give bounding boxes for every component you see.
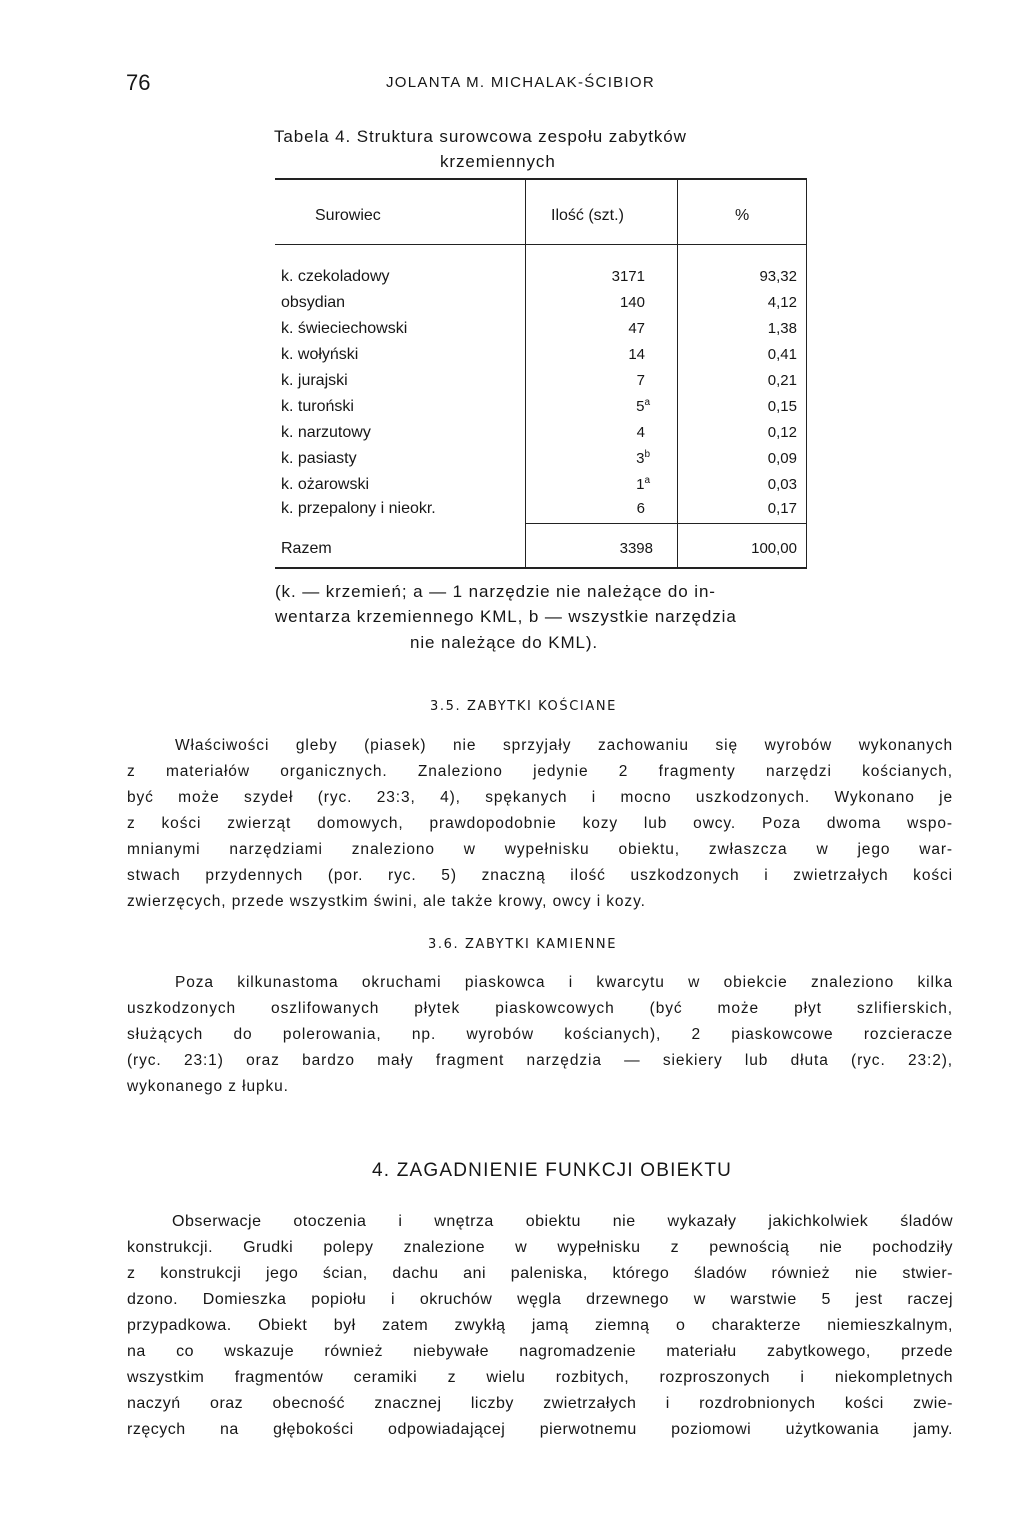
paragraph-line: dzono. Domieszka popiołu i okruchów węgla drzewnego w warstwie 5 jest raczej xyxy=(127,1291,953,1308)
table-total-row xyxy=(275,540,807,564)
row-name: k. jurajski xyxy=(281,372,348,389)
header-ilosc: Ilość (szt.) xyxy=(551,207,624,224)
raw-material-table xyxy=(275,178,807,568)
row-name: obsydian xyxy=(281,294,346,311)
row-count: 7 xyxy=(636,372,645,389)
paragraph-line: z konstrukcji jego ścian, dachu ani paleniska, którego śladów również nie stwier- xyxy=(127,1265,953,1282)
row-name: k. narzutowy xyxy=(281,424,371,441)
paragraph-line: służących do polerowania, np. wyrobów kościanych), 2 piaskowcowe rozcieracze xyxy=(127,1026,953,1043)
row-percent: 4,12 xyxy=(767,294,797,311)
row-count: 1$^a$ xyxy=(636,475,650,493)
paragraph-line: wszystkim fragmentów ceramiki z wielu rozbitych, rozproszonych i niekompletnych xyxy=(127,1369,953,1386)
paragraph-line: uszkodzonych oszlifowanych płytek piaskowcowych (być może płyt szlifierskich, xyxy=(127,1000,953,1017)
row-percent: 93,32 xyxy=(759,268,797,285)
paragraph-line: konstrukcji. Grudki polepy znalezione w wypełnisku z pewnością nie pochodziły xyxy=(127,1239,953,1256)
table-row xyxy=(275,424,807,448)
page-number: 76 xyxy=(126,70,151,95)
table-row xyxy=(275,372,807,396)
row-percent: 0,15 xyxy=(767,398,797,415)
table-row xyxy=(275,268,807,292)
table-note-line-3: nie należące do KML). xyxy=(410,633,599,652)
table-row xyxy=(275,294,807,318)
row-name: k. ożarowski xyxy=(281,476,370,493)
paragraph-line: przypadkowa. Obiekt był zatem zwykłą jamą ziemną o charakterze niemieszkalnym, xyxy=(127,1317,953,1334)
paragraph-line: z kości zwierząt domowych, prawdopodobnie kozy lub owcy. Poza dwoma wspo- xyxy=(127,815,953,832)
total-percent: 100,00 xyxy=(751,540,797,557)
table-header-rule xyxy=(275,244,807,245)
paragraph-line: naczyń oraz obecność znacznej liczby zwietrzałych i rozdrobnionych kości zwie- xyxy=(127,1395,953,1412)
header-percent: % xyxy=(735,207,750,224)
row-name: k. wołyński xyxy=(281,346,359,363)
total-count: 3398 xyxy=(619,540,653,557)
paragraph-line: Obserwacje otoczenia i wnętrza obiektu nie wykazały jakichkolwiek śladów xyxy=(172,1213,953,1230)
running-title: JOLANTA M. MICHALAK-ŚCIBIOR xyxy=(386,74,656,91)
table-bottom-rule xyxy=(275,567,807,569)
section-heading-3-5: 3.5. ZABYTKI KOŚCIANE xyxy=(430,699,617,714)
table-caption-line-1: Tabela 4. Struktura surowcowa zespołu zabytków xyxy=(274,127,687,146)
paragraph-line: Właściwości gleby (piasek) nie sprzyjały zachowaniu się wyrobów wykonanych xyxy=(175,737,953,754)
table-row xyxy=(275,450,807,474)
section-heading-3-6: 3.6. ZABYTKI KAMIENNE xyxy=(428,937,618,952)
table-row xyxy=(275,500,807,524)
paragraph-line: być może szydeł (ryc. 23:3, 4), spękanych i mocno uszkodzonych. Wykonano je xyxy=(127,789,953,806)
row-count: 14 xyxy=(628,346,645,363)
paragraph-line: wykonanego z łupku. xyxy=(127,1078,289,1095)
row-count: 3$^b$ xyxy=(636,449,650,467)
paragraph-line: zwierzęcych, przede wszystkim świni, ale także krowy, owcy i kozy. xyxy=(127,893,646,910)
table-note-line-1: (k. — krzemień; a — 1 narzędzie nie należące do in- xyxy=(275,582,716,601)
table-row xyxy=(275,398,807,422)
row-percent: 0,41 xyxy=(767,346,797,363)
row-name: k. świeciechowski xyxy=(281,320,408,337)
table-row xyxy=(275,320,807,344)
row-count: 140 xyxy=(619,294,645,311)
row-name: k. czekoladowy xyxy=(281,268,390,285)
table-top-rule xyxy=(275,178,807,180)
paragraph-line: z materiałów organicznych. Znaleziono jedynie 2 fragmenty narzędzi kościanych, xyxy=(127,763,953,780)
row-count: 6 xyxy=(636,500,645,517)
header-surowiec: Surowiec xyxy=(315,207,381,224)
table-row xyxy=(275,476,807,500)
row-percent: 0,12 xyxy=(767,424,797,441)
chapter-heading-4: 4. ZAGADNIENIE FUNKCJI OBIEKTU xyxy=(372,1160,733,1181)
row-count: 3171 xyxy=(611,268,645,285)
row-name: k. pasiasty xyxy=(281,450,357,467)
row-count: 47 xyxy=(628,320,645,337)
total-label: Razem xyxy=(281,540,332,557)
paragraph-line: na co wskazuje również niebywałe nagromadzenie materiału zabytkowego, przede xyxy=(127,1343,953,1360)
row-name: k. przepalony i nieokr. xyxy=(281,500,436,517)
row-percent: 0,03 xyxy=(767,476,797,493)
table-caption-line-2: krzemiennych xyxy=(440,152,556,171)
table-note-line-2: wentarza krzemiennego KML, b — wszystkie narzędzia xyxy=(275,607,737,626)
paragraph-line: rzęcych na głębokości odpowiadającej pierwotnemu poziomowi użytkowania jamy. xyxy=(127,1421,953,1438)
row-percent: 0,21 xyxy=(767,372,797,389)
paragraph-line: Poza kilkunastoma okruchami piaskowca i kwarcytu w obiekcie znaleziono kilka xyxy=(175,974,953,991)
row-count: 4 xyxy=(636,424,645,441)
row-percent: 0,09 xyxy=(767,450,797,467)
row-percent: 0,17 xyxy=(767,500,797,517)
row-percent: 1,38 xyxy=(767,320,797,337)
row-count: 5$^a$ xyxy=(636,397,650,415)
paragraph-line: mnianymi narzędziami znaleziono w wypełnisku obiektu, zwłaszcza w jego war- xyxy=(127,841,953,858)
row-name: k. turoński xyxy=(281,398,354,415)
paragraph-line: stwach przydennych (por. ryc. 5) znaczną ilość uszkodzonych i zwietrzałych kości xyxy=(127,867,953,884)
paragraph-line: (ryc. 23:1) oraz bardzo mały fragment narzędzia — siekiery lub dłuta (ryc. 23:2), xyxy=(127,1052,953,1069)
table-row xyxy=(275,346,807,370)
